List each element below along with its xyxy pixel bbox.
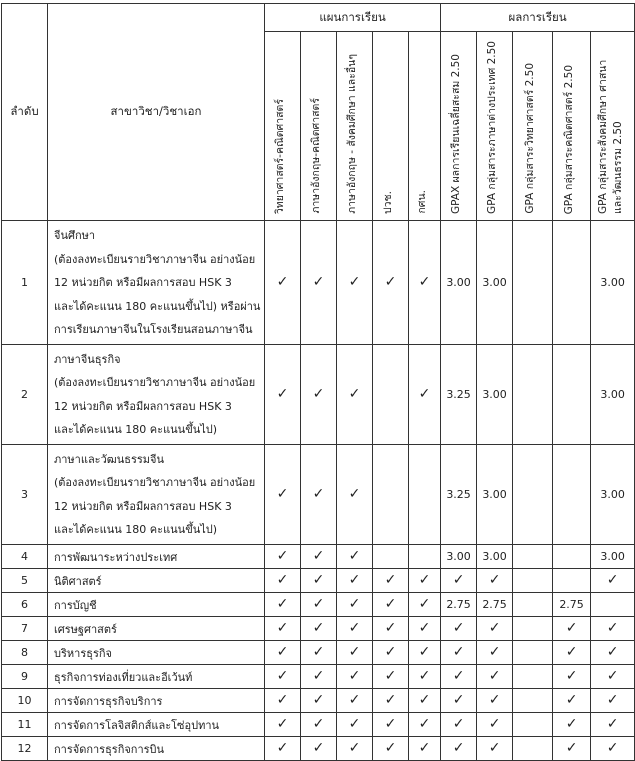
major-name: การจัดการธุรกิจบริการ	[54, 694, 163, 708]
result-column-label: GPAX ผลการเรียนเฉลี่ยสะสม 2.50	[450, 54, 463, 214]
gpa-cell: 3.00	[441, 221, 477, 345]
major-cell	[48, 221, 265, 345]
plan-cell: ✓	[265, 640, 301, 664]
plan-cell: ✓	[265, 592, 301, 616]
result-column-header	[591, 32, 635, 221]
major-condition-line: และได้คะแนน 180 คะแนนขึ้นไป) หรือผ่าน	[54, 299, 261, 313]
header-group-row	[2, 4, 635, 32]
gpa-cell	[553, 221, 591, 345]
table-row	[2, 544, 635, 568]
major-cell	[48, 640, 265, 664]
plan-cell: ✓	[409, 344, 441, 444]
plan-cell: ✓	[301, 616, 337, 640]
major-name: การพัฒนาระหว่างประเทศ	[54, 550, 178, 564]
major-cell	[48, 568, 265, 592]
plan-cell: ✓	[409, 616, 441, 640]
plan-cell: ✓	[301, 221, 337, 345]
gpa-cell	[513, 568, 553, 592]
plan-cell: ✓	[337, 344, 373, 444]
plan-cell: ✓	[409, 688, 441, 712]
result-check-cell: ✓	[591, 736, 635, 760]
plan-cell: ✓	[337, 221, 373, 345]
result-check-cell: ✓	[441, 616, 477, 640]
plan-cell	[409, 444, 441, 544]
result-check-cell: ✓	[591, 688, 635, 712]
result-check-cell: ✓	[441, 688, 477, 712]
index-header: ลำดับ	[2, 4, 48, 221]
major-name: บริหารธุรกิจ	[54, 646, 112, 660]
result-check-cell: ✓	[477, 664, 513, 688]
plan-cell: ✓	[301, 344, 337, 444]
result-column-header	[477, 32, 513, 221]
major-condition-line: (ต้องลงทะเบียนรายวิชาภาษาจีน อย่างน้อย	[54, 476, 256, 489]
table-row	[2, 736, 635, 760]
plan-cell	[373, 444, 409, 544]
table-row	[2, 688, 635, 712]
result-check-cell: ✓	[477, 712, 513, 736]
plan-cell: ✓	[265, 221, 301, 345]
gpa-cell	[513, 592, 553, 616]
major-cell	[48, 344, 265, 444]
plan-cell: ✓	[265, 688, 301, 712]
plan-cell: ✓	[337, 444, 373, 544]
plan-column-label: ปวช.	[382, 190, 394, 214]
gpa-cell	[513, 444, 553, 544]
gpa-cell	[513, 688, 553, 712]
plan-cell: ✓	[337, 640, 373, 664]
gpa-cell	[513, 640, 553, 664]
row-index: 12	[2, 736, 48, 760]
major-condition-line: และได้คะแนน 180 คะแนนขึ้นไป)	[54, 423, 218, 436]
major-name: การจัดการธุรกิจการบิน	[54, 742, 165, 756]
major-name: จีนศึกษา	[54, 229, 96, 242]
plan-column-label: ภาษาอังกฤษ-คณิตศาสตร์	[310, 98, 322, 214]
row-index: 6	[2, 592, 48, 616]
result-check-cell: ✓	[553, 736, 591, 760]
gpa-cell	[553, 544, 591, 568]
plan-cell: ✓	[337, 544, 373, 568]
plan-cell: ✓	[409, 712, 441, 736]
result-check-cell: ✓	[591, 616, 635, 640]
academic-result-group-header: ผลการเรียน	[441, 4, 635, 32]
plan-cell: ✓	[337, 736, 373, 760]
plan-cell: ✓	[301, 640, 337, 664]
gpa-cell	[513, 221, 553, 345]
plan-column-header	[301, 32, 337, 221]
gpa-cell	[591, 592, 635, 616]
plan-cell: ✓	[301, 592, 337, 616]
plan-cell: ✓	[373, 568, 409, 592]
result-check-cell: ✓	[477, 688, 513, 712]
gpa-cell	[513, 736, 553, 760]
gpa-cell	[513, 616, 553, 640]
gpa-cell	[513, 344, 553, 444]
major-cell	[48, 444, 265, 544]
row-index: 5	[2, 568, 48, 592]
result-column-header	[441, 32, 477, 221]
table-row	[2, 640, 635, 664]
result-check-cell: ✓	[553, 712, 591, 736]
result-column-header	[513, 32, 553, 221]
plan-cell: ✓	[373, 221, 409, 345]
plan-cell: ✓	[337, 568, 373, 592]
major-condition-line: 12 หน่วยกิต หรือมีผลการสอบ HSK 3	[54, 399, 232, 413]
result-check-cell: ✓	[591, 568, 635, 592]
result-check-cell: ✓	[553, 640, 591, 664]
gpa-cell	[513, 712, 553, 736]
result-column-label: GPA กลุ่มสาระภาษาต่างประเทศ 2.50	[486, 41, 499, 214]
plan-cell: ✓	[373, 592, 409, 616]
table-row	[2, 444, 635, 544]
table-row	[2, 568, 635, 592]
result-check-cell: ✓	[477, 736, 513, 760]
table-row	[2, 712, 635, 736]
plan-column-header	[265, 32, 301, 221]
plan-cell: ✓	[301, 568, 337, 592]
major-condition-line: การเรียนภาษาจีนในโรงเรียนสอนภาษาจีน	[54, 323, 253, 336]
result-check-cell: ✓	[553, 664, 591, 688]
gpa-cell: 3.00	[477, 544, 513, 568]
row-index: 7	[2, 616, 48, 640]
page	[1, 3, 634, 761]
major-name: ภาษาจีนธุรกิจ	[54, 352, 121, 366]
plan-cell: ✓	[409, 640, 441, 664]
plan-cell: ✓	[265, 544, 301, 568]
plan-column-header	[409, 32, 441, 221]
major-cell	[48, 544, 265, 568]
gpa-cell: 3.00	[591, 544, 635, 568]
major-name: เศรษฐศาสตร์	[54, 622, 117, 636]
plan-cell: ✓	[373, 616, 409, 640]
plan-cell: ✓	[337, 616, 373, 640]
gpa-cell: 3.25	[441, 344, 477, 444]
gpa-cell	[553, 568, 591, 592]
plan-cell: ✓	[373, 664, 409, 688]
study-plan-group-header: แผนการเรียน	[265, 4, 441, 32]
plan-cell	[373, 344, 409, 444]
row-index: 1	[2, 221, 48, 345]
major-condition-line: (ต้องลงทะเบียนรายวิชาภาษาจีน อย่างน้อย	[54, 252, 256, 266]
row-index: 3	[2, 444, 48, 544]
table-body	[2, 221, 635, 761]
major-name: การบัญชี	[54, 598, 97, 612]
plan-cell: ✓	[265, 444, 301, 544]
gpa-cell: 3.00	[477, 221, 513, 345]
gpa-cell: 3.00	[591, 444, 635, 544]
plan-cell: ✓	[337, 712, 373, 736]
major-cell	[48, 616, 265, 640]
gpa-cell: 2.75	[441, 592, 477, 616]
major-cell	[48, 664, 265, 688]
row-index: 10	[2, 688, 48, 712]
plan-cell: ✓	[373, 736, 409, 760]
gpa-cell	[553, 344, 591, 444]
gpa-cell: 3.25	[441, 444, 477, 544]
table-row	[2, 592, 635, 616]
major-condition-line: 12 หน่วยกิต หรือมีผลการสอบ HSK 3	[54, 499, 232, 513]
plan-cell: ✓	[409, 664, 441, 688]
result-check-cell: ✓	[441, 712, 477, 736]
major-cell	[48, 736, 265, 760]
row-index: 11	[2, 712, 48, 736]
result-check-cell: ✓	[441, 568, 477, 592]
plan-column-header	[337, 32, 373, 221]
gpa-cell	[553, 444, 591, 544]
plan-cell: ✓	[373, 712, 409, 736]
gpa-cell: 3.00	[477, 444, 513, 544]
row-index: 8	[2, 640, 48, 664]
result-check-cell: ✓	[591, 712, 635, 736]
result-check-cell: ✓	[591, 664, 635, 688]
result-check-cell: ✓	[477, 640, 513, 664]
table-row	[2, 221, 635, 345]
plan-cell: ✓	[373, 640, 409, 664]
plan-cell: ✓	[337, 592, 373, 616]
table-row	[2, 344, 635, 444]
plan-cell: ✓	[265, 616, 301, 640]
major-name: ธุรกิจการท่องเที่ยวและอีเว้นท์	[54, 670, 193, 684]
admission-criteria-table	[1, 3, 635, 761]
result-check-cell: ✓	[477, 616, 513, 640]
result-column-label: GPA กลุ่มสาระคณิตศาสตร์ 2.50	[563, 64, 576, 214]
gpa-cell: 3.00	[591, 344, 635, 444]
plan-column-header	[373, 32, 409, 221]
result-check-cell: ✓	[441, 664, 477, 688]
result-check-cell: ✓	[441, 640, 477, 664]
plan-cell: ✓	[409, 592, 441, 616]
plan-cell: ✓	[409, 736, 441, 760]
row-index: 9	[2, 664, 48, 688]
major-condition-line: 12 หน่วยกิต หรือมีผลการสอบ HSK 3	[54, 276, 232, 289]
result-column-label: GPA กลุ่มสาระวิทยาศาสตร์ 2.50	[524, 63, 537, 214]
plan-column-label: วิทยาศาสตร์-คณิตศาสตร์	[274, 98, 286, 214]
major-cell	[48, 712, 265, 736]
result-check-cell: ✓	[591, 640, 635, 664]
plan-cell: ✓	[265, 712, 301, 736]
result-column-header	[553, 32, 591, 221]
row-index: 4	[2, 544, 48, 568]
result-check-cell: ✓	[553, 688, 591, 712]
gpa-cell: 3.00	[477, 344, 513, 444]
plan-cell: ✓	[301, 664, 337, 688]
result-column-label: GPA กลุ่มสาระสังคมศึกษา ศาสนา และวัฒนธรรม 2.50	[596, 59, 624, 214]
gpa-cell	[513, 664, 553, 688]
plan-cell: ✓	[301, 688, 337, 712]
major-name: ภาษาและวัฒนธรรมจีน	[54, 452, 164, 466]
gpa-cell: 2.75	[553, 592, 591, 616]
plan-cell: ✓	[409, 221, 441, 345]
result-check-cell: ✓	[441, 736, 477, 760]
major-name: การจัดการโลจิสติกส์และโซ่อุปทาน	[54, 718, 220, 732]
gpa-cell	[513, 544, 553, 568]
gpa-cell: 3.00	[591, 221, 635, 345]
plan-cell: ✓	[337, 664, 373, 688]
gpa-cell: 3.00	[441, 544, 477, 568]
plan-cell: ✓	[337, 688, 373, 712]
plan-cell: ✓	[301, 444, 337, 544]
plan-cell	[373, 544, 409, 568]
major-cell	[48, 592, 265, 616]
plan-column-label: ภาษาอังกฤษ - สังคมศึกษา และอื่นๆ	[346, 54, 358, 214]
plan-cell: ✓	[301, 544, 337, 568]
table-row	[2, 616, 635, 640]
plan-cell: ✓	[409, 568, 441, 592]
table-row	[2, 664, 635, 688]
major-condition-line: (ต้องลงทะเบียนรายวิชาภาษาจีน อย่างน้อย	[54, 376, 256, 389]
plan-cell: ✓	[373, 688, 409, 712]
plan-column-label: กศน.	[416, 190, 429, 214]
plan-cell: ✓	[265, 736, 301, 760]
major-cell	[48, 688, 265, 712]
plan-cell: ✓	[301, 736, 337, 760]
major-header: สาขาวิชา/วิชาเอก	[48, 4, 265, 221]
plan-cell: ✓	[265, 344, 301, 444]
plan-cell: ✓	[265, 664, 301, 688]
plan-cell: ✓	[265, 568, 301, 592]
plan-cell: ✓	[301, 712, 337, 736]
gpa-cell: 2.75	[477, 592, 513, 616]
major-name: นิติศาสตร์	[54, 574, 102, 588]
row-index: 2	[2, 344, 48, 444]
result-check-cell: ✓	[553, 616, 591, 640]
result-check-cell: ✓	[477, 568, 513, 592]
major-condition-line: และได้คะแนน 180 คะแนนขึ้นไป)	[54, 523, 218, 536]
plan-cell	[409, 544, 441, 568]
